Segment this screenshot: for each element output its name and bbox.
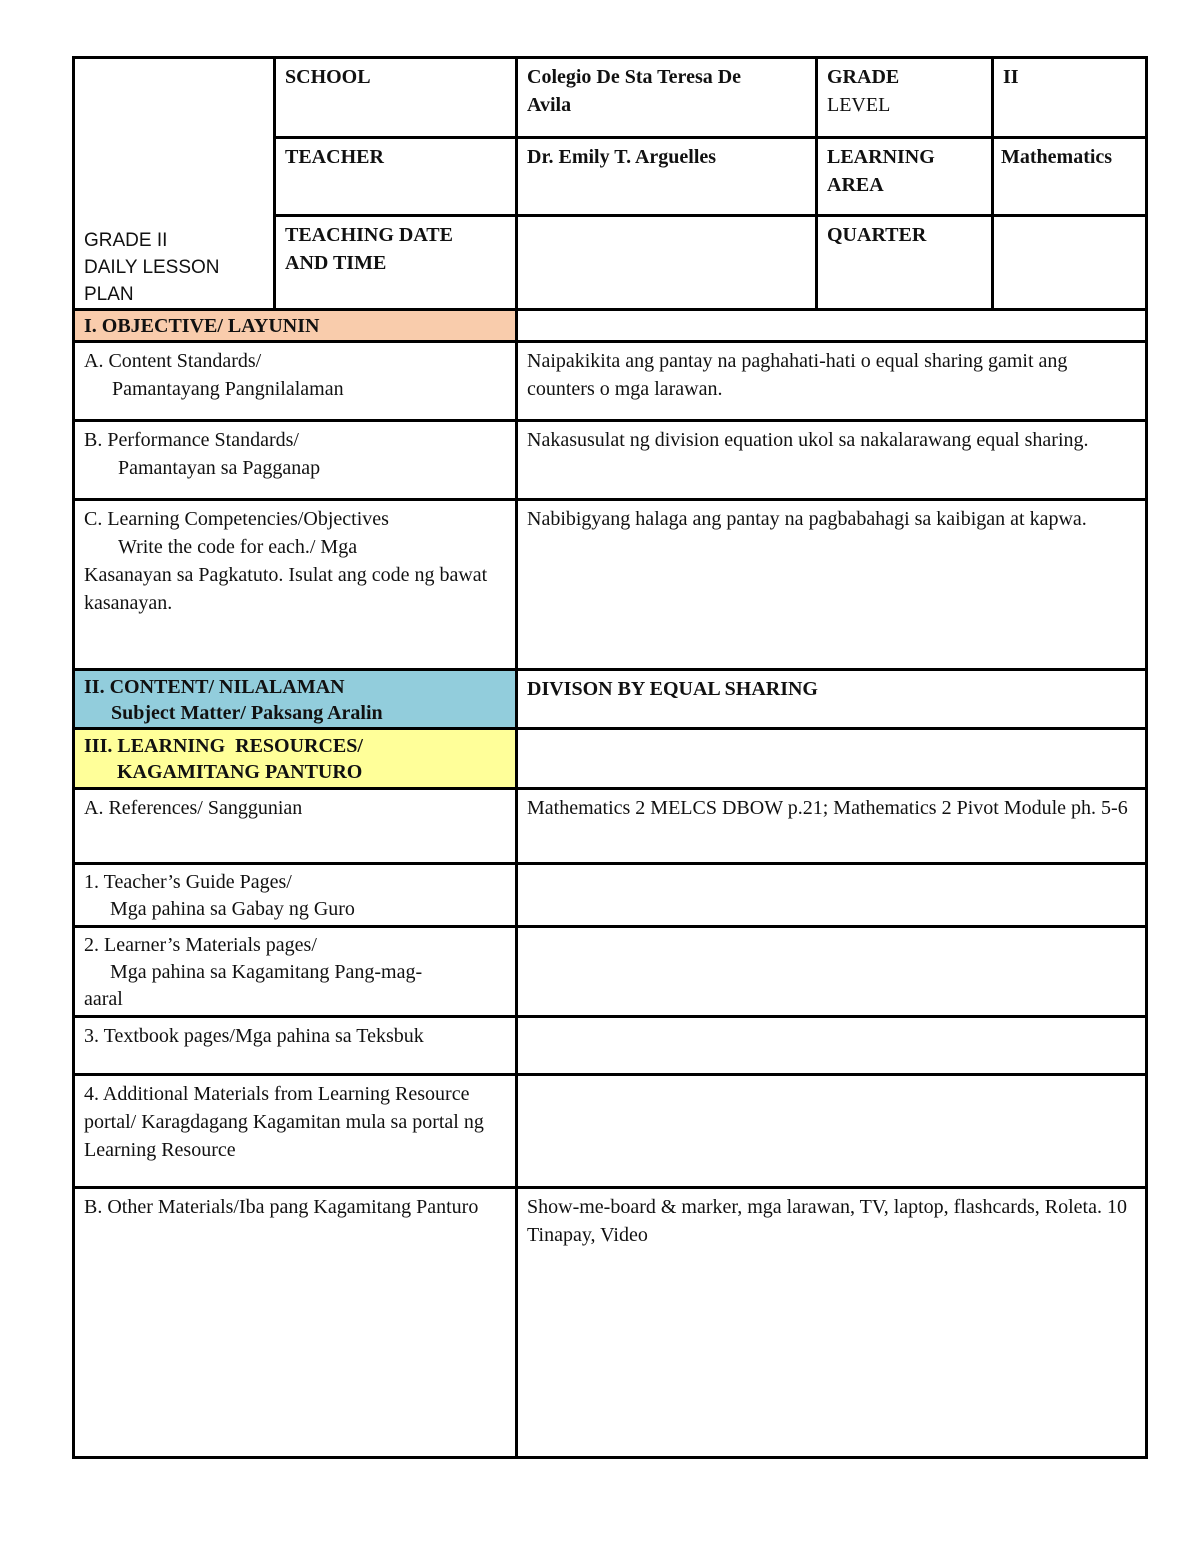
resources-heading-line-2: KAGAMITANG PANTURO [117, 761, 363, 783]
content-value: DIVISON BY EQUAL SHARING [517, 670, 1147, 729]
learning-competencies-value: Nabibigyang halaga ang pantay na pagbabahagi sa kaibigan at kapwa. [517, 500, 1147, 670]
lesson-plan-title [74, 58, 275, 310]
teaching-date-label [275, 216, 517, 310]
learning-area-label [817, 138, 993, 216]
grade-level-label-line-2: LEVEL [827, 94, 891, 116]
additional-materials-label: 4. Additional Materials from Learning Resource portal/ Karagdagang Kagamitan mula sa portal ng Learning Resource [74, 1075, 517, 1188]
lesson-plan-table [72, 56, 1148, 1459]
textbook-pages-value [517, 1017, 1147, 1075]
textbook-pages-label: 3. Textbook pages/Mga pahina sa Teksbuk [74, 1017, 517, 1075]
performance-standards-line-1: B. Performance Standards/ [84, 429, 299, 451]
school-label: SCHOOL [275, 58, 517, 138]
learning-area-value: Mathematics [993, 138, 1147, 216]
other-materials-value: Show-me-board & marker, mga larawan, TV, laptop, flashcards, Roleta. 10 Tinapay, Video [517, 1188, 1147, 1458]
performance-standards-value: Nakasusulat ng division equation ukol sa nakalarawang equal sharing. [517, 421, 1147, 500]
resources-heading-line-1: III. LEARNING RESOURCES/ [84, 735, 363, 757]
teaching-date-label-line-2: AND TIME [285, 252, 387, 274]
teachers-guide-line-2: Mga pahina sa Gabay ng Guro [110, 898, 355, 920]
title-line-3: PLAN [84, 284, 134, 305]
learning-area-label-line-2: AREA [827, 174, 884, 196]
school-value-line-1: Colegio De Sta Teresa De [527, 66, 742, 88]
content-standards-label [74, 342, 517, 421]
resources-heading-blank [517, 729, 1147, 789]
learners-materials-line-1: 2. Learner’s Materials pages/ [84, 934, 317, 956]
teachers-guide-line-1: 1. Teacher’s Guide Pages/ [84, 871, 292, 893]
grade-level-label [817, 58, 993, 138]
learners-materials-value [517, 927, 1147, 1017]
quarter-value [993, 216, 1147, 310]
teachers-guide-label [74, 864, 517, 927]
teacher-value: Dr. Emily T. Arguelles [517, 138, 817, 216]
quarter-label: QUARTER [817, 216, 993, 310]
performance-standards-label [74, 421, 517, 500]
content-standards-line-1: A. Content Standards/ [84, 350, 262, 372]
resources-heading [74, 729, 517, 789]
competencies-line-1: C. Learning Competencies/Objectives [84, 508, 389, 530]
teaching-date-value [517, 216, 817, 310]
learners-materials-label [74, 927, 517, 1017]
learning-competencies-label [74, 500, 517, 670]
competencies-line-2: Write the code for each./ Mga [118, 536, 358, 558]
teaching-date-label-line-1: TEACHING DATE [285, 224, 453, 246]
lesson-plan-page [72, 56, 1145, 1459]
other-materials-label: B. Other Materials/Iba pang Kagamitang Panturo [74, 1188, 517, 1458]
title-line-1: GRADE II [84, 230, 168, 251]
content-heading-line-2: Subject Matter/ Paksang Aralin [111, 702, 383, 724]
content-standards-value: Naipakikita ang pantay na paghahati-hati o equal sharing gamit ang counters o mga larawan. [517, 342, 1147, 421]
objective-heading: I. OBJECTIVE/ LAYUNIN [74, 310, 517, 342]
objective-heading-blank [517, 310, 1147, 342]
references-label: A. References/ Sanggunian [74, 789, 517, 864]
learners-materials-line-2: Mga pahina sa Kagamitang Pang-mag- [110, 961, 423, 983]
teacher-label: TEACHER [275, 138, 517, 216]
content-heading [74, 670, 517, 729]
additional-materials-value [517, 1075, 1147, 1188]
performance-standards-line-2: Pamantayan sa Pagganap [118, 457, 321, 479]
school-value-line-2: Avila [527, 94, 572, 116]
references-value: Mathematics 2 MELCS DBOW p.21; Mathematics 2 Pivot Module ph. 5-6 [517, 789, 1147, 864]
title-line-2: DAILY LESSON [84, 257, 220, 278]
content-standards-line-2: Pamantayang Pangnilalaman [112, 378, 344, 400]
learners-materials-line-3: aaral [84, 988, 123, 1010]
learning-area-label-line-1: LEARNING [827, 146, 935, 168]
grade-level-value: II [993, 58, 1147, 138]
content-heading-line-1: II. CONTENT/ NILALAMAN [84, 676, 345, 698]
teachers-guide-value [517, 864, 1147, 927]
school-value [517, 58, 817, 138]
competencies-line-3: Kasanayan sa Pagkatuto. Isulat ang code ng bawat kasanayan. [84, 564, 488, 614]
grade-level-label-line-1: GRADE [827, 66, 900, 88]
